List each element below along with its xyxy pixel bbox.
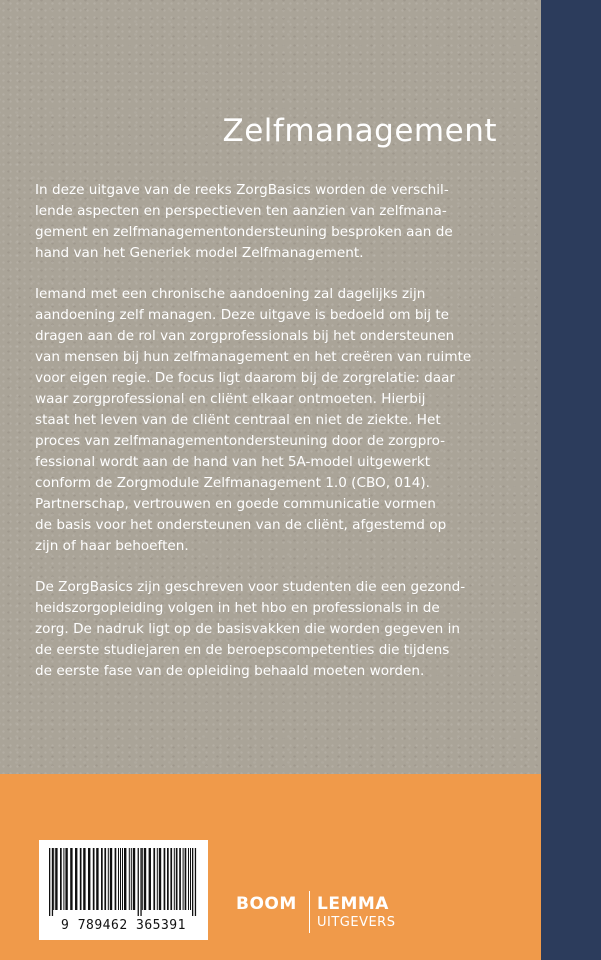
blurb-line: heidszorgopleiding volgen in het hbo en professionals in de	[35, 600, 440, 616]
barcode-bar	[174, 848, 175, 910]
barcode-bar	[93, 848, 95, 910]
barcode-bar	[96, 848, 98, 910]
blurb-paragraph-2	[35, 284, 505, 557]
barcode-bar	[179, 848, 181, 910]
blurb-paragraph-1	[35, 180, 505, 264]
blurb-line: In deze uitgave van de reeks ZorgBasics worden de verschil-	[35, 182, 449, 198]
barcode-bar	[144, 848, 146, 910]
isbn-barcode	[39, 840, 208, 940]
blurb-line: Iemand met een chronische aandoening zal dagelijks zijn	[35, 286, 426, 302]
isbn-number: 9 789462 365391	[61, 918, 186, 933]
barcode-bar	[88, 848, 90, 910]
barcode-bar	[80, 848, 82, 910]
blurb-line: de basis voor het ondersteunen van de cliënt, afgestemd op	[35, 517, 447, 533]
barcode-bar	[55, 848, 57, 910]
barcode-bar	[120, 848, 121, 910]
spine-stripe	[541, 0, 601, 960]
publisher-name-boom: BOOM	[236, 894, 297, 914]
blurb-line: fessional wordt aan de hand van het 5A-model uitgewerkt	[35, 454, 431, 470]
barcode-bar	[60, 848, 62, 910]
barcode-bar	[190, 848, 191, 910]
barcode-bar	[108, 848, 109, 910]
blurb-line: zorg. De nadruk ligt op de basisvakken die worden gegeven in	[35, 621, 460, 637]
blurb-paragraph-3	[35, 577, 505, 682]
blurb-line: conform de Zorgmodule Zelfmanagement 1.0 (CBO, 014).	[35, 475, 430, 491]
blurb-line: lende aspecten en perspectieven ten aanzien van zelfmana-	[35, 203, 447, 219]
barcode-bar	[170, 848, 172, 910]
barcode-bar	[131, 848, 132, 910]
barcode-bar	[164, 848, 166, 910]
barcode-bar	[83, 848, 85, 910]
barcode-bar	[118, 848, 119, 910]
barcode-bar	[75, 848, 77, 910]
blurb-line: voor eigen regie. De focus ligt daarom bij de zorgrelatie: daar	[35, 370, 456, 386]
blurb-line: dragen aan de rol van zorgprofessionals bij het ondersteunen	[35, 328, 455, 344]
blurb-line: waar zorgprofessional en cliënt elkaar ontmoeten. Hierbij	[35, 391, 426, 407]
barcode-bar	[129, 848, 130, 910]
barcode-bar	[110, 848, 112, 910]
barcode-bar	[153, 848, 155, 910]
barcode-bar	[65, 848, 67, 910]
barcode-bar	[176, 848, 178, 910]
barcode-bar	[104, 848, 106, 910]
blurb-line: de eerste fase van de opleiding behaald moeten worden.	[35, 663, 425, 679]
barcode-bar	[188, 848, 189, 910]
blurb-line: staat het leven van de cliënt centraal en niet de ziekte. Het	[35, 412, 441, 428]
barcode-bar	[49, 848, 50, 916]
barcode-bar	[149, 848, 151, 910]
barcode-bar	[192, 848, 193, 916]
barcode-bar	[183, 848, 184, 910]
blurb-line: proces van zelfmanagementondersteuning door de zorgpro-	[35, 433, 446, 449]
barcode-bar	[185, 848, 187, 910]
barcode-bar	[70, 848, 72, 910]
publisher-logo-divider	[309, 891, 310, 933]
blurb-line: de eerste studiejaren en de beroepscompetenties die tijdens	[35, 642, 450, 658]
barcode-bar	[195, 848, 196, 916]
blurb-line: Partnerschap, vertrouwen en goede communicatie vormen	[35, 496, 436, 512]
barcode-bar	[138, 848, 139, 916]
barcode-bar	[159, 848, 161, 910]
blurb-line: De ZorgBasics zijn geschreven voor studenten die een gezond-	[35, 579, 466, 595]
barcode-bar	[52, 848, 53, 916]
barcode-bar	[142, 848, 143, 910]
publisher-subtitle: UITGEVERS	[317, 915, 396, 930]
blurb-line: zijn of haar behoeften.	[35, 538, 189, 554]
barcode-bar	[53, 848, 54, 910]
barcode-bar	[133, 848, 135, 910]
blurb-line: gement en zelfmanagementondersteuning besproken aan de	[35, 224, 453, 240]
blurb	[35, 180, 505, 682]
cover-title: Zelfmanagement	[222, 113, 497, 149]
barcode-bar	[101, 848, 103, 910]
blurb-line: aandoening zelf managen. Deze uitgave is bedoeld om bij te	[35, 307, 450, 323]
barcode-bar	[157, 848, 158, 910]
barcode-bar	[63, 848, 64, 910]
publisher-name-lemma: LEMMA	[317, 894, 389, 914]
barcode-bar	[115, 848, 117, 910]
barcode-bar	[140, 848, 141, 916]
barcode-bars	[47, 848, 200, 916]
barcode-bar	[124, 848, 126, 910]
barcode-bar	[122, 848, 123, 910]
blurb-line: hand van het Generiek model Zelfmanagement.	[35, 245, 364, 261]
barcode-bar	[167, 848, 169, 910]
blurb-line: van mensen bij hun zelfmanagement en het creëren van ruimte	[35, 349, 472, 365]
